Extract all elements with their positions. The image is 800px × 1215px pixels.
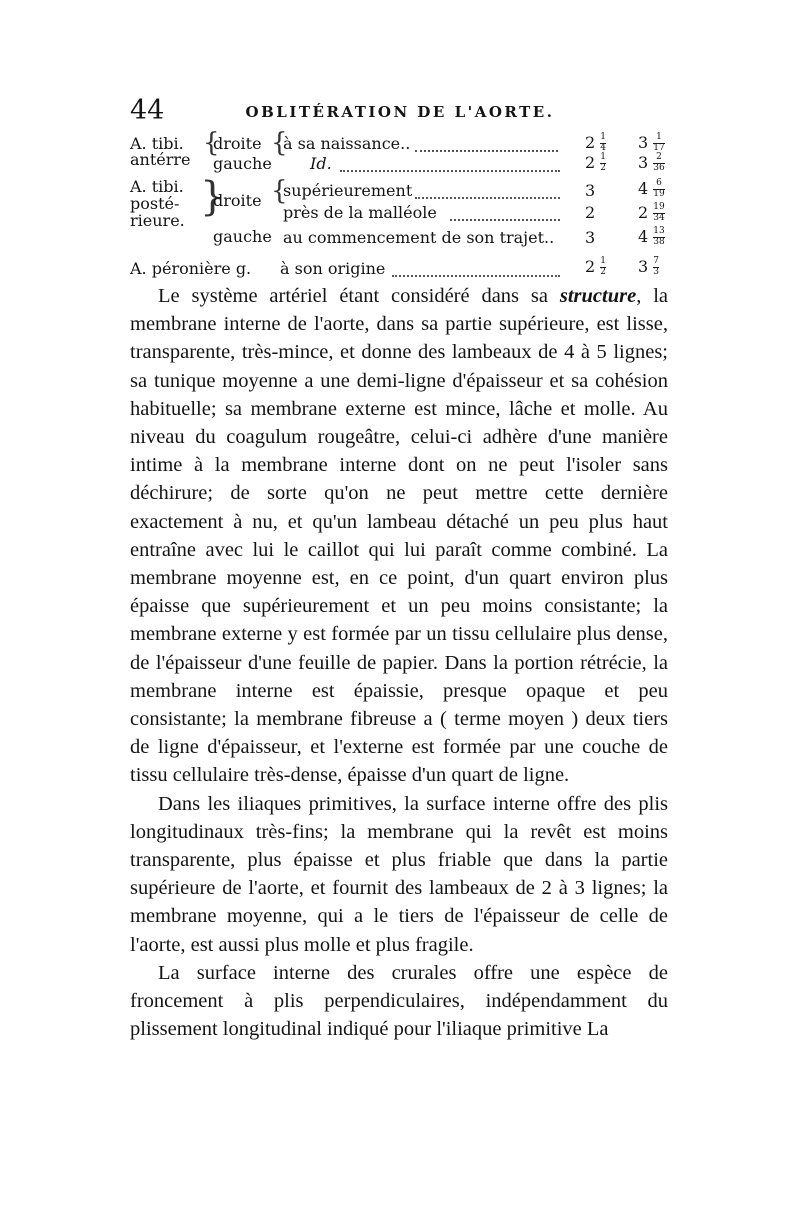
location-label: Id. — [310, 154, 332, 173]
leader-dots — [415, 196, 560, 199]
side-label: droite — [213, 134, 262, 153]
side-label: gauche — [213, 227, 272, 246]
leader-dots — [392, 274, 560, 277]
brace-icon: { — [271, 128, 288, 158]
paragraph: La surface interne des crurales offre une espèce de froncement à plis perpendiculaires, indépendamment du plissement longitudinal indiqué pour l'iliaque primitive La — [130, 961, 668, 1041]
value-cell: 2 — [585, 203, 596, 222]
ratio-cell: 3 $\frac{2}{36}$ — [638, 152, 665, 173]
italic-term: structure — [559, 285, 637, 307]
ratio-cell: 4 $\frac{6}{19}$ — [638, 178, 665, 199]
location-label: supérieurement — [283, 181, 413, 200]
brace-icon: { — [203, 128, 220, 158]
paragraph: Dans les iliaques primitives, la surface interne offre des plis longitudinaux très-fins; la membrane qui la revêt est moins transparente, plus épaisse et plus friable que dans la partie supérieure de l'aorte, et fournit des lambeaux de 2 à 3 lignes; la membrane moyenne, qui a le tiers de l'épaisseur de celle de l'aorte, est aussi plus molle et plus fragile. — [130, 792, 668, 956]
leader-dots — [415, 149, 558, 152]
artery-label: A. péronière g. — [130, 259, 252, 278]
ratio-cell: 3 $\frac{7}{3}$ — [638, 256, 660, 277]
leader-dots — [340, 169, 560, 172]
page-header — [0, 95, 800, 129]
value-cell: 3 — [585, 228, 596, 247]
value-cell: 3 — [585, 181, 596, 200]
page-number: 44 — [130, 95, 165, 126]
artery-label: A. tibi. — [130, 177, 184, 196]
value-cell: 2 $\frac{1}{2}$ — [585, 152, 607, 173]
artery-label: rieure. — [130, 211, 185, 230]
side-label: droite — [213, 191, 262, 210]
side-label: gauche — [213, 154, 272, 173]
location-label: à son origine — [280, 259, 386, 278]
body-text — [130, 282, 668, 1043]
ratio-cell: 4 $\frac{13}{38}$ — [638, 226, 665, 247]
brace-icon: { — [271, 176, 288, 206]
artery-label: A. tibi. — [130, 134, 184, 153]
ratio-cell: 2 $\frac{19}{34}$ — [638, 202, 665, 223]
artery-label: posté- — [130, 194, 180, 213]
paragraph: Le système artériel étant considéré dans sa structure, la membrane interne de l'aorte, dans sa partie supérieure, est lisse, transparente, très-mince, et donne des lambeaux de 4 à 5 lignes; sa tunique moyenne a une demi-ligne d'épaisseur et sa cohésion habituelle; sa membrane externe est mince, lâche et molle. Au niveau du coagulum rougeâtre, celui-ci adhère d'une manière intime à la membrane interne dont on ne peut l'isoler sans déchirure; de sorte qu'on ne peut mettre cette dernière exactement à nu, et qu'un lambeau détaché un peu plus haut entraîne avec lui le caillot qui lui paraît comme combiné. La membrane moyenne est, en ce point, d'un quart environ plus épaisse que supérieurement et un peu moins consistante; la membrane externe y est formée par un tissu cellulaire plus dense, de l'épaisseur d'une feuille de papier. Dans la portion rétrécie, la membrane interne est épaissie, presque opaque et peu consistante; la membrane fibreuse a ( terme moyen ) deux tiers de ligne d'épaisseur, et l'externe est formée par une couche de tissu cellulaire très-dense, épaisse d'un quart de ligne. — [130, 285, 668, 787]
value-cell: 2 $\frac{1}{4}$ — [585, 132, 607, 153]
artery-label: antérre — [130, 150, 191, 169]
location-label: au commencement de son trajet.. — [283, 228, 555, 247]
ratio-cell: 3 $\frac{1}{17}$ — [638, 132, 665, 153]
location-label: à sa naissance.. — [283, 134, 411, 153]
location-label: près de la malléole — [283, 203, 437, 222]
value-cell: 2 $\frac{1}{2}$ — [585, 256, 607, 277]
leader-dots — [450, 218, 560, 221]
brace-icon: } — [200, 174, 226, 220]
running-head: OBLITÉRATION DE L'AORTE. — [245, 103, 555, 121]
